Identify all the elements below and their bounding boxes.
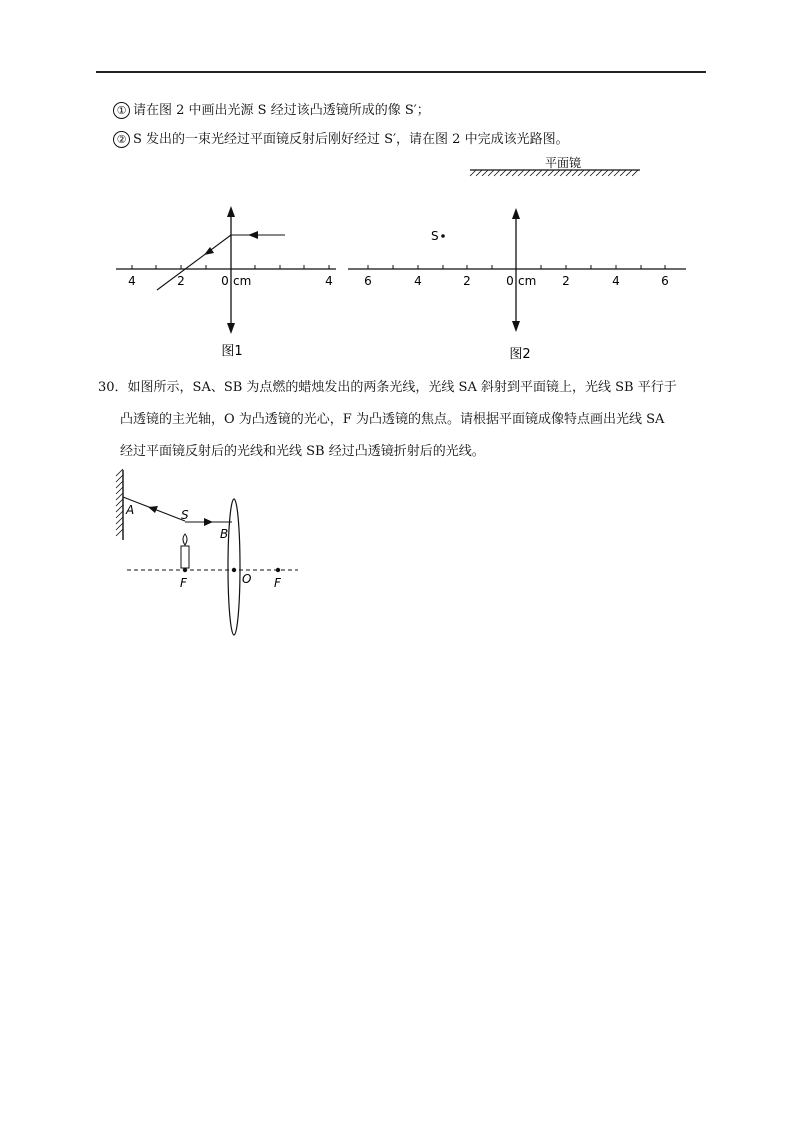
sub-item-2 [113, 128, 569, 148]
fig1-tick-label-left-2: 2 [177, 274, 185, 288]
fig3-ray-SA-arrow [148, 506, 158, 513]
fig3-label-A: A [126, 503, 135, 517]
sub-item-2-text: S 发出的一束光经过平面镜反射后刚好经过 S′，请在图 2 中完成该光路图。 [133, 132, 569, 147]
fig3-mirror-hatching [116, 469, 123, 536]
q30-line-1: 30．如图所示，SA、SB 为点燃的蜡烛发出的两条光线，光线 SA 斜射到平面镜上，光线 SB 平行于 [98, 380, 677, 395]
fig3-ray-SB-arrow [204, 518, 213, 526]
figure-2 [348, 155, 686, 362]
fig3-optical-center-point [232, 568, 236, 572]
fig3-label-S: S [181, 508, 189, 522]
figure-3 [0, 460, 320, 645]
fig2-lens-arrow-top [512, 208, 520, 219]
fig1-refracted-ray [157, 235, 231, 290]
fig3-focus-left-point [183, 568, 187, 572]
fig1-incident-ray-arrow [248, 231, 258, 239]
fig2-tick-label-left-6: 6 [364, 274, 372, 288]
sub-item-1-text: 请在图 2 中画出光源 S 经过该凸透镜所成的像 S′； [133, 103, 430, 118]
fig1-caption: 图1 [221, 344, 243, 359]
fig1-lens-arrow-bottom [227, 323, 235, 334]
circled-number-1: ① [113, 102, 130, 119]
fig2-source-label: S [431, 229, 439, 243]
fig3-candle-body [181, 546, 189, 568]
q30-line-3: 经过平面镜反射后的光线和光线 SB 经过凸透镜折射后的光线。 [120, 444, 485, 459]
fig3-label-B: B [220, 527, 229, 541]
fig2-tick-label-right-2: 2 [562, 274, 570, 288]
fig2-light-source-point [441, 234, 445, 238]
fig2-lens-arrow-bottom [512, 321, 520, 332]
circled-number-2: ② [113, 131, 130, 148]
fig1-unit-label: cm [233, 274, 252, 288]
fig3-label-O: O [242, 572, 252, 586]
fig2-mirror-label: 平面镜 [544, 156, 582, 170]
fig3-label-F-right: F [274, 576, 281, 590]
fig1-tick-label-left-4: 4 [128, 274, 136, 288]
fig1-tick-label-right-4: 4 [325, 274, 333, 288]
sub-item-1 [113, 99, 430, 119]
figures-1-2 [0, 150, 800, 370]
fig2-tick-label-left-4: 4 [414, 274, 422, 288]
fig2-origin-label: 0 [506, 274, 514, 288]
fig2-tick-label-left-2: 2 [463, 274, 471, 288]
fig2-mirror-hatching [470, 170, 638, 176]
fig3-convex-lens [228, 499, 240, 635]
fig2-tick-label-right-6: 6 [661, 274, 669, 288]
header-rule [96, 71, 706, 73]
fig2-tick-label-right-4: 4 [612, 274, 620, 288]
fig2-caption: 图2 [509, 347, 531, 362]
fig1-origin-label: 0 [221, 274, 229, 288]
fig3-focus-right-point [276, 568, 280, 572]
fig1-lens-arrow-top [227, 206, 235, 217]
fig3-label-F-left: F [180, 576, 187, 590]
figure-1 [116, 206, 336, 359]
fig2-unit-label: cm [518, 274, 537, 288]
q30-line-2: 凸透镜的主光轴，O 为凸透镜的光心，F 为凸透镜的焦点。请根据平面镜成像特点画出光线 SA [120, 412, 665, 427]
fig3-candle-flame [183, 534, 187, 545]
